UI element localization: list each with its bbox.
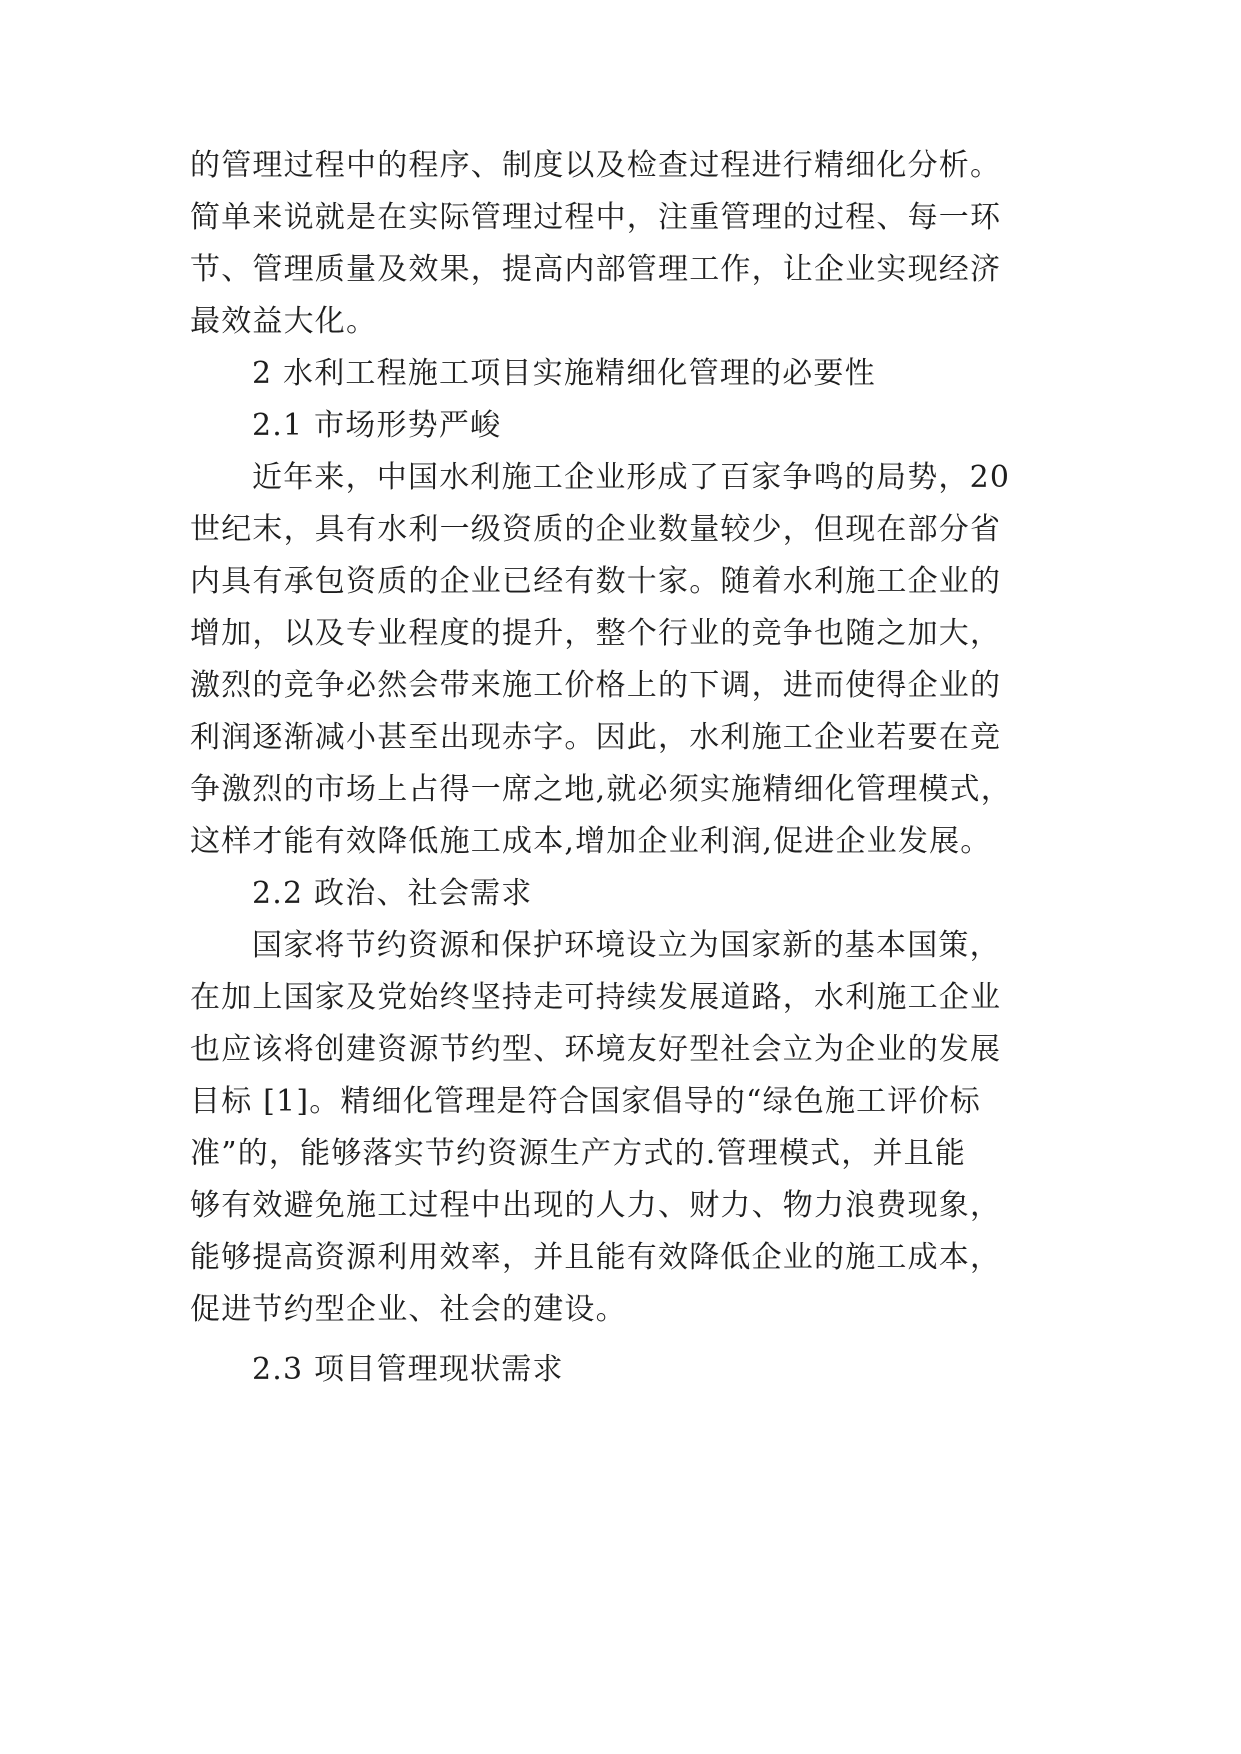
text-line: 也应该将创建资源节约型、环境友好型社会立为企业的发展 [190, 1032, 1002, 1067]
text-line: 简单来说就是在实际管理过程中，注重管理的过程、每一环 [190, 200, 1002, 235]
text-line: 世纪末，具有水利一级资质的企业数量较少，但现在部分省 [190, 512, 1002, 547]
subsection-heading: 2.1 市场形势严峻 [252, 408, 502, 443]
text-line: 国家将节约资源和保护环境设立为国家新的基本国策， [252, 928, 1001, 963]
text-line: 在加上国家及党始终坚持走可持续发展道路，水利施工企业 [190, 980, 1002, 1015]
text-line: 激烈的竞争必然会带来施工价格上的下调，进而使得企业的 [190, 668, 1002, 703]
text-line: 利润逐渐减小甚至出现赤字。因此，水利施工企业若要在竞 [190, 720, 1002, 755]
text-line: 目标 [1]。精细化管理是符合国家倡导的“绿色施工评价标 [190, 1084, 981, 1119]
subsection-heading: 2.2 政治、社会需求 [252, 876, 533, 911]
text-line: 促进节约型企业、社会的建设。 [190, 1292, 627, 1327]
text-line: 这样才能有效降低施工成本,增加企业利润,促进企业发展。 [190, 824, 992, 859]
text-line: 的管理过程中的程序、制度以及检查过程进行精细化分析。 [190, 148, 1002, 183]
text-line: 能够提高资源利用效率，并且能有效降低企业的施工成本， [190, 1240, 1002, 1275]
text-line: 准”的，能够落实节约资源生产方式的.管理模式，并且能 [190, 1136, 967, 1171]
document-page [190, 0, 1060, 1754]
text-line: 近年来，中国水利施工企业形成了百家争鸣的局势，20 [252, 460, 1011, 495]
section-heading: 2 水利工程施工项目实施精细化管理的必要性 [252, 356, 876, 391]
text-line: 节、管理质量及效果，提高内部管理工作，让企业实现经济 [190, 252, 1002, 287]
text-line: 争激烈的市场上占得一席之地,就必须实施精细化管理模式， [190, 772, 1012, 807]
text-line: 增加，以及专业程度的提升，整个行业的竞争也随之加大， [190, 616, 1002, 651]
text-line: 够有效避免施工过程中出现的人力、财力、物力浪费现象， [190, 1188, 1002, 1223]
text-line: 内具有承包资质的企业已经有数十家。随着水利施工企业的 [190, 564, 1002, 599]
text-line: 最效益大化。 [190, 304, 378, 339]
subsection-heading: 2.3 项目管理现状需求 [252, 1352, 564, 1387]
